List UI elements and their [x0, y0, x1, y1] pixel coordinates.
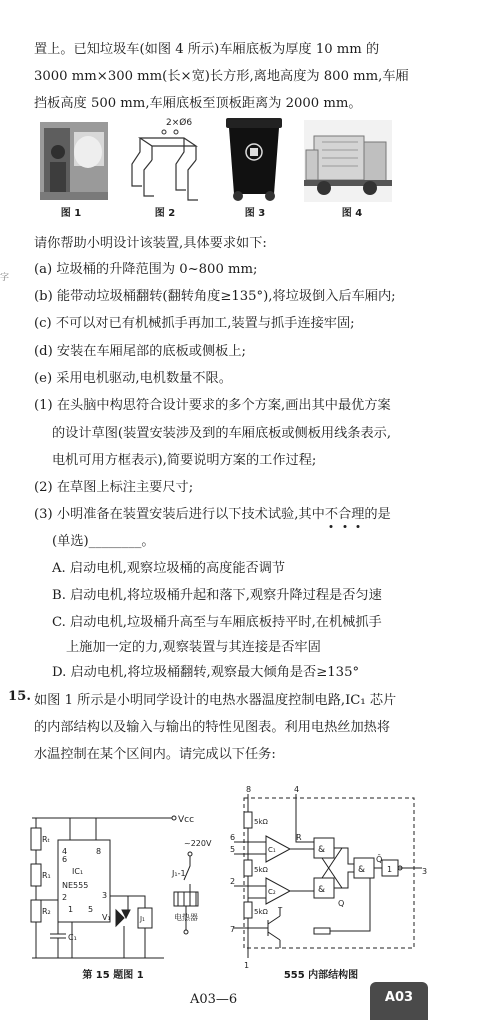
ic1-type: NE555 — [62, 881, 89, 890]
svg-text:5kΩ: 5kΩ — [254, 818, 268, 826]
figure-2-dimension: 2×Ø6 — [166, 118, 193, 128]
label-j1-1: J₁-1 — [172, 869, 186, 878]
svg-text:5: 5 — [230, 845, 236, 854]
svg-text:Q: Q — [338, 899, 345, 908]
label-vcc: Vcc — [178, 815, 195, 825]
svg-text:1: 1 — [387, 865, 393, 874]
figure-2-label: 图 2 — [154, 208, 176, 219]
svg-text:2: 2 — [62, 893, 68, 902]
svg-text:4: 4 — [294, 785, 300, 794]
label-r2: R₂ — [42, 907, 51, 916]
circuit-1-caption: 第 15 题图 1 — [82, 970, 144, 981]
figure-2-gripper — [126, 116, 206, 202]
svg-text:&: & — [318, 885, 326, 895]
intro-line-3: 挡板高度 500 mm,车厢底板至顶板距离为 2000 mm。 — [34, 96, 362, 111]
svg-text:7: 7 — [230, 925, 236, 934]
figure-4-garbage-truck — [304, 120, 392, 202]
circuit-diagram-1 — [24, 800, 220, 986]
figure-3-trash-bin — [224, 118, 284, 202]
figure-3-label: 图 3 — [244, 208, 266, 219]
figure-4-label: 图 4 — [341, 208, 363, 219]
option-b: B. 启动电机,将垃圾桶升起和落下,观察升降过程是否匀速 — [52, 588, 382, 603]
svg-text:T: T — [278, 906, 283, 914]
page-number: A03—6 — [190, 992, 238, 1007]
task-2: (2) 在草图上标注主要尺寸; — [34, 480, 194, 495]
label-j1: J₁ — [140, 915, 145, 923]
question-15-line-1: 如图 1 所示是小明同学设计的电热水器温度控制电路,IC₁ 芯片 — [34, 693, 397, 708]
resistor-r2 — [31, 900, 41, 922]
label-heater: 电热器 — [174, 913, 198, 922]
svg-text:Q̄: Q̄ — [376, 855, 383, 864]
intro-line-2: 3000 mm×300 mm(长×宽)长方形,离地高度为 800 mm,车厢 — [34, 69, 409, 84]
intro-line-1: 置上。已知垃圾车(如图 4 所示)车厢底板为厚度 10 mm 的 — [34, 42, 380, 57]
option-a: A. 启动电机,观察垃圾桶的高度能否调节 — [52, 561, 286, 576]
requirement-a: (a) 垃圾桶的升降范围为 0~800 mm; — [34, 262, 258, 277]
emphasis-char-1: 不 — [325, 503, 338, 522]
requirement-d: (d) 安装在车厢尾部的底板或侧板上; — [34, 344, 246, 359]
question-15-number: 15. — [8, 689, 31, 704]
resistor-r1 — [31, 864, 41, 886]
option-c-line-1: C. 启动电机,垃圾桶升高至与车厢底板持平时,在机械抓手 — [52, 615, 382, 630]
svg-text:R: R — [296, 833, 302, 842]
svg-text:&: & — [318, 845, 326, 855]
task-3-line-2: (单选)________。 — [52, 534, 155, 549]
svg-text:&: & — [358, 865, 366, 875]
requirement-e: (e) 采用电机驱动,电机数量不限。 — [34, 371, 232, 386]
svg-text:8: 8 — [246, 785, 252, 794]
label-r1: R₁ — [42, 871, 51, 880]
svg-text:8: 8 — [96, 847, 102, 856]
task-1-line-3: 电机可用方框表示),简要说明方案的工作过程; — [52, 453, 317, 468]
svg-text:6: 6 — [230, 833, 236, 842]
svg-text:4: 4 — [62, 847, 68, 856]
svg-text:5kΩ: 5kΩ — [254, 866, 268, 874]
label-ac: ~220V — [184, 839, 212, 848]
request-text: 请你帮助小明设计该装置,具体要求如下: — [34, 236, 267, 251]
task-3-text-b: 的是 — [364, 507, 391, 522]
svg-text:1: 1 — [244, 961, 250, 970]
svg-text:5kΩ: 5kΩ — [254, 908, 268, 916]
question-15-line-3: 水温控制在某个区间内。请完成以下任务: — [34, 747, 276, 762]
emphasis-char-3: 理 — [351, 503, 364, 522]
ic1-name: IC₁ — [72, 867, 84, 876]
label-c1: C₁ — [68, 933, 77, 942]
svg-text:6: 6 — [62, 855, 68, 864]
task-1-line-2: 的设计草图(装置安装涉及到的车厢底板或侧板用线条表示, — [52, 426, 392, 441]
figure-1-label: 图 1 — [60, 208, 82, 219]
question-15-line-2: 的内部结构以及输入与输出的特性见图表。利用电热丝加热将 — [34, 720, 391, 735]
svg-text:C₂: C₂ — [268, 888, 276, 896]
option-d: D. 启动电机,将垃圾桶翻转,观察最大倾角是否≥135° — [52, 665, 360, 680]
svg-text:2: 2 — [230, 877, 236, 886]
svg-text:5: 5 — [88, 905, 94, 914]
svg-text:1: 1 — [68, 905, 74, 914]
svg-text:3: 3 — [102, 891, 108, 900]
page-badge: A03 — [370, 982, 428, 1020]
svg-text:3: 3 — [422, 867, 428, 876]
label-rt: Rₜ — [42, 835, 50, 844]
task-3-text-a: (3) 小明准备在装置安装后进行以下技术试验,其中 — [34, 507, 325, 522]
svg-text:C₁: C₁ — [268, 846, 276, 854]
edge-mark: 字 — [0, 273, 10, 283]
circuit-2-caption: 555 内部结构图 — [283, 970, 359, 981]
emphasis-char-2: 合 — [338, 503, 351, 522]
requirement-c: (c) 不可以对已有机械抓手再加工,装置与抓手连接牢固; — [34, 316, 355, 331]
task-3-line-1 — [34, 503, 391, 522]
circuit-diagram-555 — [230, 782, 430, 972]
label-v1: V₁ — [102, 913, 111, 922]
task-1-line-1: (1) 在头脑中构思符合设计要求的多个方案,画出其中最优方案 — [34, 398, 391, 413]
requirement-b: (b) 能带动垃圾桶翻转(翻转角度≥135°),将垃圾倒入后车厢内; — [34, 289, 396, 304]
resistor-rt — [31, 828, 41, 850]
option-c-line-2: 上施加一定的力,观察装置与其连接是否牢固 — [66, 640, 321, 655]
figure-1-photo — [40, 122, 108, 200]
